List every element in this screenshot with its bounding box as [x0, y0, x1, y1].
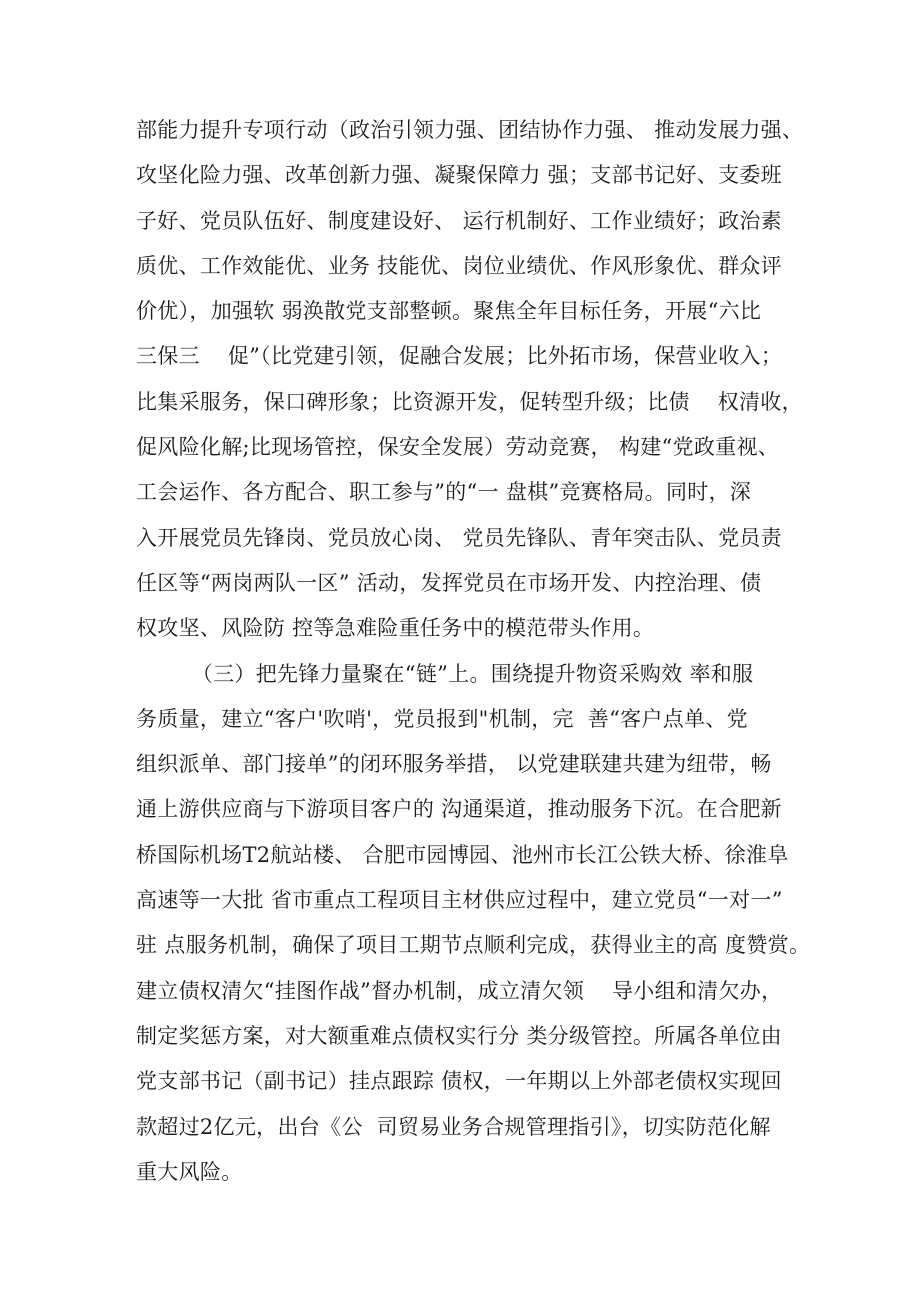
text-line: 权攻坚、风险防 控等急难险重任务中的模范带头作用。 [136, 616, 655, 641]
text-line: 建立债权清欠“挂图作战”督办机制，成立清欠领 导小组和清欠办， [136, 978, 783, 1003]
text-line: 子好、党员队伍好、制度建设好、 运行机制好、工作业绩好；政治素 [136, 208, 782, 233]
text-line: 制定奖惩方案，对大额重难点债权实行分 类分级管控。所属各单位由 [136, 1023, 782, 1048]
text-line: 款超过2亿元，出台《公 司贸易业务合规管理指引》，切实防范化解 [136, 1114, 771, 1139]
text-line: 组织派单、部门接单”的闭环服务举措， 以党建联建共建为纽带，畅 [136, 752, 772, 777]
text-line: 高速等一大批 省市重点工程项目主材供应过程中，建立党员“一对一” [136, 888, 783, 913]
text-line: 工会运作、各方配合、职工参与”的“一 盘棋”竞赛格局。同时，深 [136, 480, 752, 505]
body-text [136, 108, 836, 1195]
text-line: 促风险化解;比现场管控，保安全发展）劳动竞赛， 构建“党政重视、 [136, 435, 780, 460]
text-line: 部能力提升专项行动（政治引领力强、团结协作力强、 推动发展力强、 [136, 118, 804, 142]
text-line: 价优），加强软 弱涣散党支部整顿。聚焦全年目标任务，开展“六比 [136, 299, 762, 324]
text-line: 三保三 促”（比党建引领，促融合发展；比外拓市场，保营业收入； [136, 344, 783, 369]
text-line: 比集采服务，保口碑形象；比资源开发，促转型升级；比债 权清收， [136, 389, 803, 414]
text-line: 入开展党员先锋岗、党员放心岗、 党员先锋队、青年突击队、党员责 [136, 525, 782, 550]
text-line: （三）把先锋力量聚在“链”上。围绕提升物资采购效 率和服 [136, 661, 754, 686]
text-line: 重大风险。 [136, 1159, 243, 1184]
text-line: 党支部书记（副书记）挂点跟踪 债权，一年期以上外部老债权实现回 [136, 1069, 782, 1094]
text-line: 驻 点服务机制，确保了项目工期节点顺利完成，获得业主的高 度赞赏。 [136, 933, 811, 958]
text-line: 攻坚化险力强、改革创新力强、凝聚保障力 强；支部书记好、支委班 [136, 163, 782, 188]
text-line: 桥国际机场T2航站楼、 合肥市园博园、池州市长江公铁大桥、徐淮阜 [136, 842, 789, 867]
text-line: 通上游供应商与下游项目客户的 沟通渠道，推动服务下沉。在合肥新 [136, 797, 782, 822]
text-line: 质优、工作效能优、业务 技能优、岗位业绩优、作风形象优、群众评 [136, 253, 782, 278]
text-line: 任区等“两岗两队一区” 活动，发挥党员在市场开发、内控治理、债 [136, 570, 762, 595]
text-line: 务质量，建立“客户'吹哨'，党员报到"机制，完 善“客户点单、党 [136, 706, 748, 731]
